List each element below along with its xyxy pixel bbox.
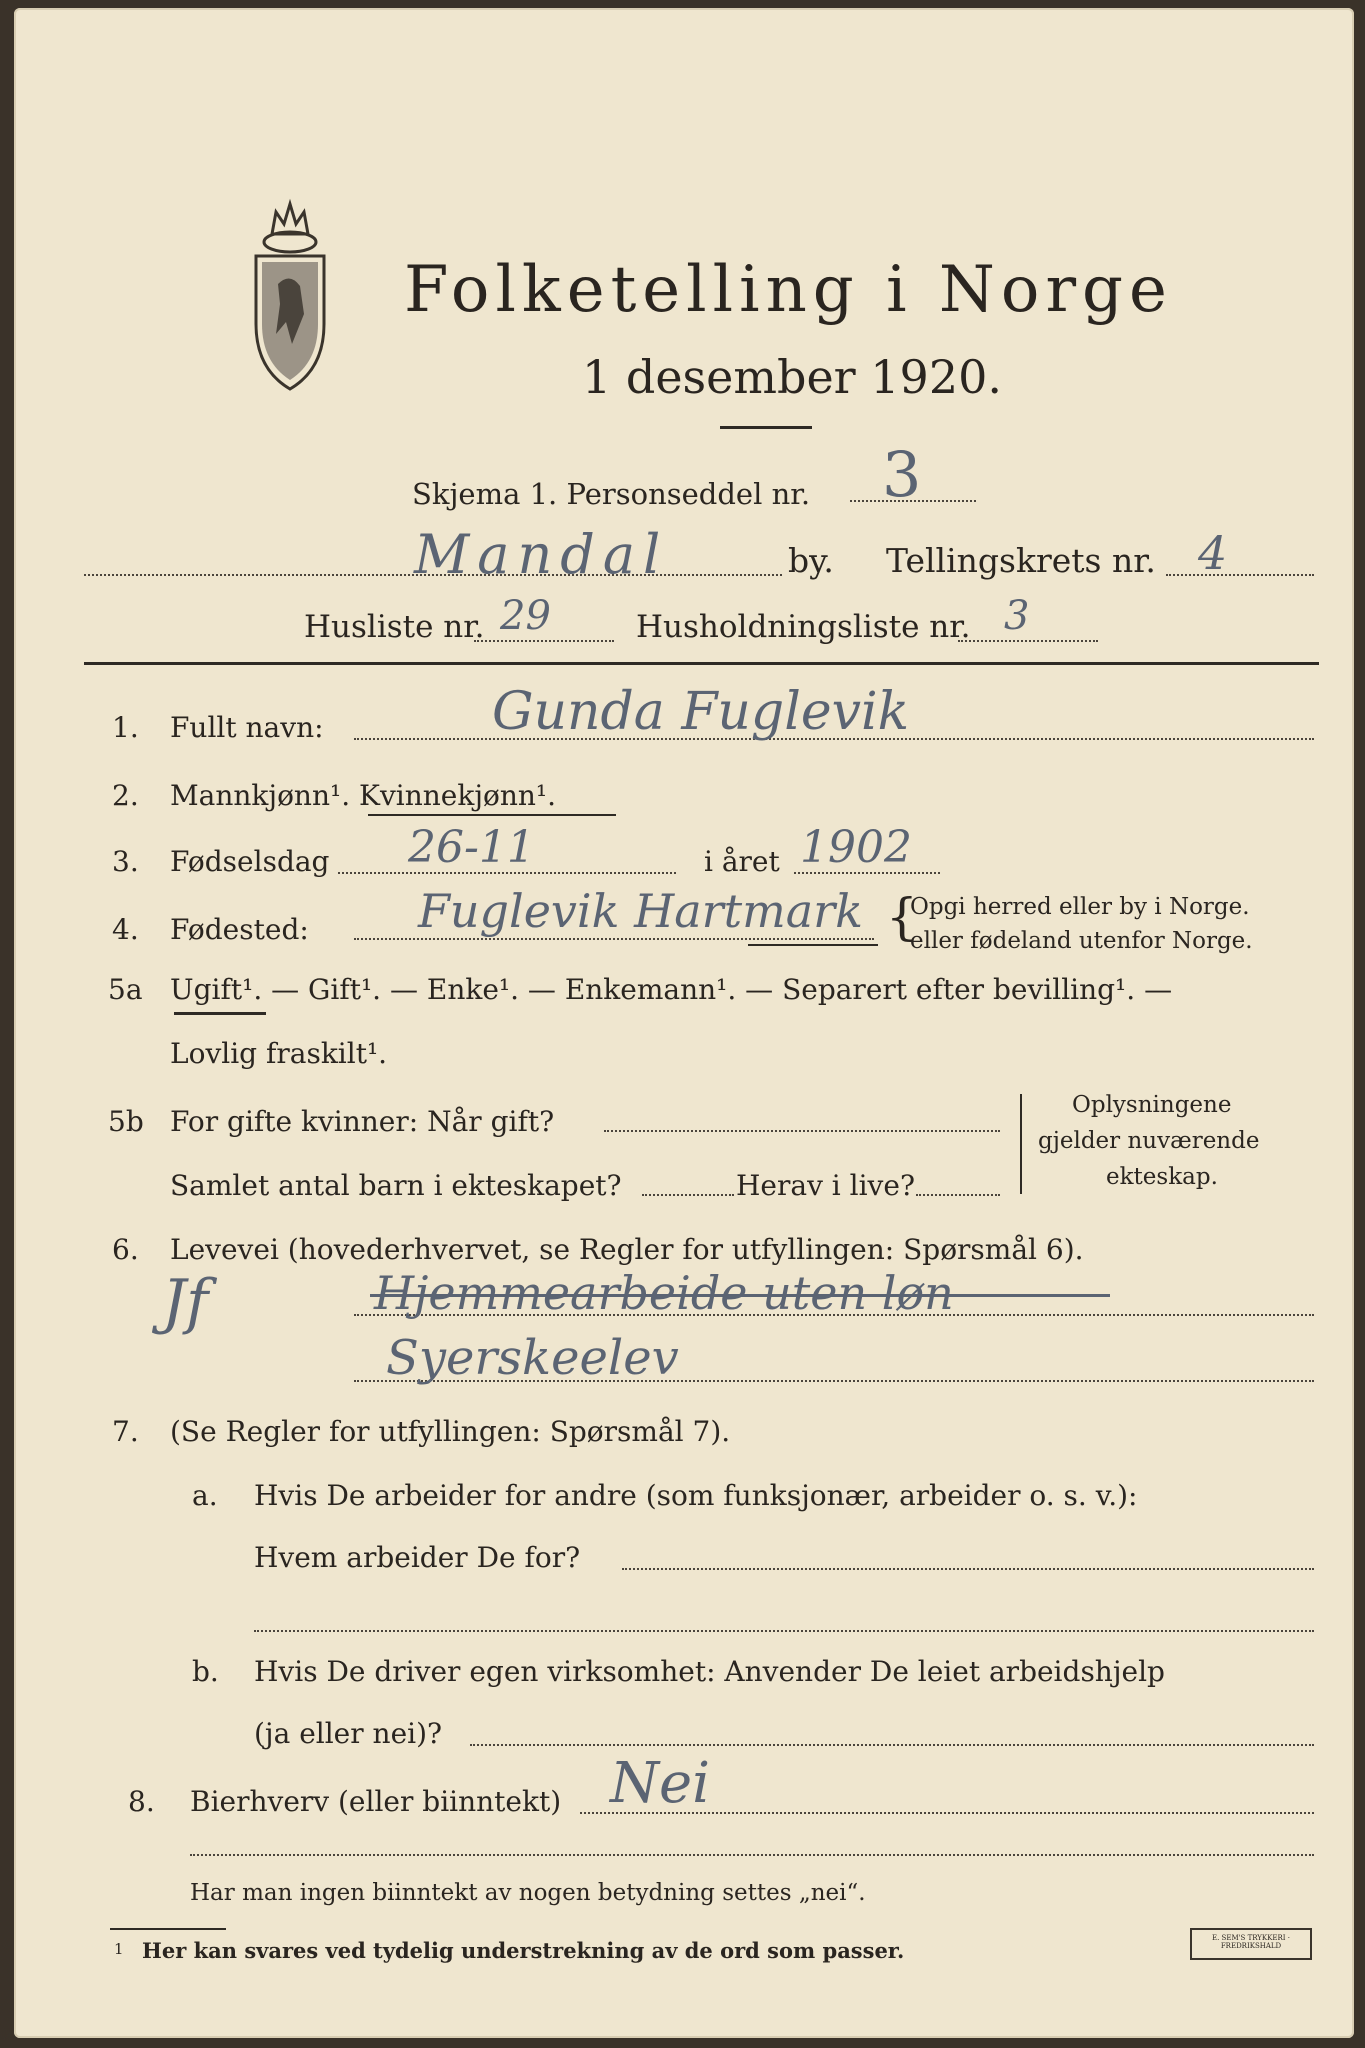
census-form — [14, 8, 1354, 2038]
header-divider — [84, 662, 1319, 665]
q5a-text-2: Lovlig fraskilt¹. — [170, 1037, 388, 1070]
husholdning-label: Husholdningsliste nr. — [636, 609, 971, 645]
q5a-underline-ugift — [174, 1012, 266, 1015]
q7a-line-2 — [254, 1630, 1314, 1632]
footnote-divider — [110, 1928, 226, 1930]
q3-year-label: i året — [704, 845, 780, 878]
q8-label: Bierhverv (eller biinntekt) — [190, 1785, 562, 1818]
q1-label: Fullt navn: — [170, 711, 324, 744]
census-date: 1 desember 1920. — [582, 350, 1002, 404]
q7b-letter: b. — [192, 1655, 219, 1688]
skjema-number-value: 3 — [882, 438, 922, 511]
q8-line-2 — [190, 1854, 1314, 1856]
footnote-text: Her kan svares ved tydelig understrekning av de ord som passer. — [142, 1938, 905, 1963]
q7b-line — [470, 1744, 1314, 1746]
q5b-note-2: gjelder nuværende — [1038, 1128, 1260, 1154]
q7-label: (Se Regler for utfyllingen: Spørsmål 7). — [170, 1415, 731, 1448]
q4-note-2: eller fødeland utenfor Norge. — [910, 928, 1253, 954]
skjema-label: Skjema 1. Personseddel nr. — [412, 477, 811, 511]
husliste-label: Husliste nr. — [304, 609, 485, 645]
printer-stamp: E. SEM'S TRYKKERI · FREDRIKSHALD — [1190, 1928, 1312, 1960]
q5b-label-2: Samlet antal barn i ekteskapet? — [170, 1169, 622, 1202]
q8-side-income-value: Nei — [610, 1751, 711, 1816]
q2-number: 2. — [112, 779, 139, 812]
by-value: Mandal — [414, 523, 669, 586]
q5b-number: 5b — [108, 1105, 144, 1138]
husholdning-line — [958, 640, 1098, 642]
q5b-note-1: Oplysningene — [1072, 1092, 1232, 1118]
q2-underline-kvinnekjonn — [368, 814, 616, 816]
q1-number: 1. — [112, 711, 139, 744]
q5b-label-1: For gifte kvinner: Når gift? — [170, 1105, 555, 1138]
tellingskrets-line — [1166, 574, 1314, 576]
q6-strikethrough — [370, 1294, 1110, 1297]
q4-number: 4. — [112, 913, 139, 946]
q3-number: 3. — [112, 845, 139, 878]
q7a-line-1 — [622, 1568, 1314, 1570]
q5b-note-3: ekteskap. — [1106, 1164, 1218, 1190]
q5b-line-2 — [642, 1194, 734, 1196]
q5b-line-3 — [916, 1194, 1000, 1196]
q7-number: 7. — [112, 1415, 139, 1448]
title-divider — [720, 426, 812, 429]
q3-birthday-value: 26-11 — [408, 822, 535, 873]
q4-double-underline — [748, 944, 878, 946]
norwegian-coat-of-arms-icon — [242, 194, 338, 394]
q5b-line-1 — [604, 1130, 1000, 1132]
q5b-label-3: Herav i live? — [736, 1169, 915, 1202]
q4-label: Fødested: — [170, 913, 309, 946]
q6-number: 6. — [112, 1233, 139, 1266]
husholdning-number-value: 3 — [1004, 593, 1030, 639]
footnote-number: 1 — [114, 1940, 124, 1958]
tellingskrets-label: Tellingskrets nr. — [886, 541, 1156, 580]
q7a-text-2: Hvem arbeider De for? — [254, 1541, 581, 1574]
q7a-text-1: Hvis De arbeider for andre (som funksjonær, arbeider o. s. v.): — [254, 1479, 1138, 1512]
q7b-text-2: (ja eller nei)? — [254, 1717, 443, 1750]
q3-label: Fødselsdag — [170, 845, 330, 878]
husliste-line — [474, 640, 614, 642]
q8-number: 8. — [128, 1785, 155, 1818]
q6-struck-value: Hjemmearbeide uten løn — [374, 1266, 954, 1320]
tellingskrets-number-value: 4 — [1198, 526, 1228, 580]
q6-occupation-value: Syerskeelev — [386, 1330, 679, 1386]
husliste-number-value: 29 — [500, 593, 551, 639]
q7a-letter: a. — [192, 1479, 218, 1512]
q4-brace: { — [886, 888, 918, 946]
q2-label: Mannkjønn¹. Kvinnekjønn¹. — [170, 779, 557, 812]
q4-note-1: Opgi herred eller by i Norge. — [910, 894, 1250, 920]
q4-line — [354, 938, 874, 940]
q5a-text-1: Ugift¹. — Gift¹. — Enke¹. — Enkemann¹. — Separert efter bevilling¹. — — [170, 973, 1173, 1006]
q5a-number: 5a — [108, 973, 143, 1006]
form-title: Folketelling i Norge — [404, 253, 1173, 327]
footer-note: Har man ingen biinntekt av nogen betydning settes „nei“. — [190, 1880, 866, 1906]
by-label: by. — [788, 541, 834, 580]
q4-birthplace-value: Fuglevik Hartmark — [418, 884, 864, 938]
q6-margin-mark: Jf — [162, 1267, 209, 1337]
q5b-note-bracket — [1020, 1094, 1022, 1194]
q1-full-name-value: Gunda Fuglevik — [492, 682, 910, 742]
q3-year-value: 1902 — [800, 822, 912, 873]
q6-label: Levevei (hovederhvervet, se Regler for utfyllingen: Spørsmål 6). — [170, 1233, 1084, 1266]
q7b-text-1: Hvis De driver egen virksomhet: Anvender De leiet arbeidshjelp — [254, 1655, 1165, 1688]
